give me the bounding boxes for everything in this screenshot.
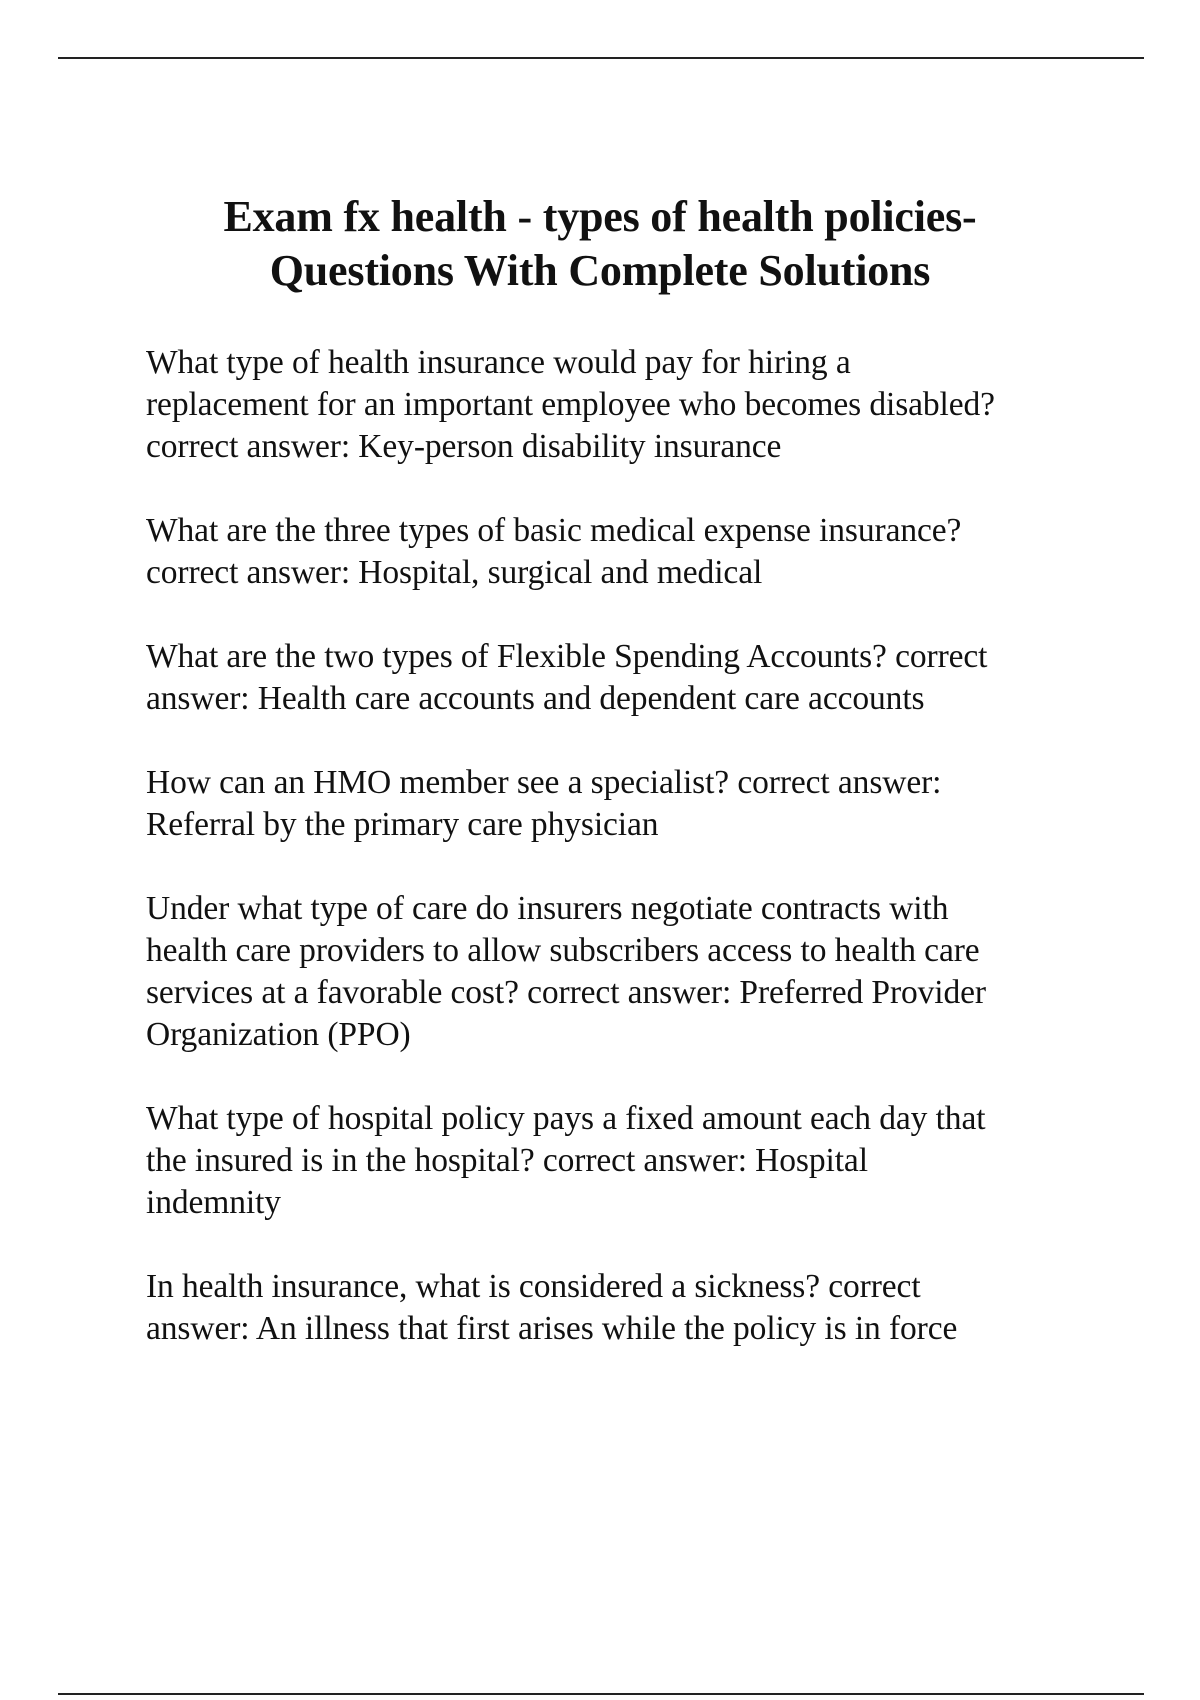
top-divider — [58, 57, 1144, 59]
title-line: Exam fx health - types of health policies- — [223, 192, 977, 241]
qa-list — [146, 342, 1146, 1392]
title-line: Questions With Complete Solutions — [269, 246, 931, 295]
qa-line: services at a favorable cost? correct answer: Preferred Provider — [146, 974, 986, 1011]
qa-line: the insured is in the hospital? correct answer: Hospital — [146, 1142, 868, 1179]
qa-line: In health insurance, what is considered a sickness? correct — [146, 1268, 921, 1305]
qa-line: Under what type of care do insurers negotiate contracts with — [146, 890, 949, 927]
qa-line: correct answer: Hospital, surgical and medical — [146, 554, 763, 591]
qa-line: indemnity — [146, 1184, 281, 1221]
qa-item — [146, 1266, 1146, 1350]
qa-line: replacement for an important employee who becomes disabled? — [146, 386, 995, 423]
qa-line: What type of health insurance would pay for hiring a — [146, 344, 851, 381]
qa-item — [146, 342, 1146, 468]
qa-line: Organization (PPO) — [146, 1016, 411, 1053]
qa-line: What are the three types of basic medical expense insurance? — [146, 512, 962, 549]
qa-line: How can an HMO member see a specialist? correct answer: — [146, 764, 942, 801]
qa-line: health care providers to allow subscribers access to health care — [146, 932, 980, 969]
qa-item — [146, 762, 1146, 846]
document-title — [100, 190, 1100, 298]
qa-line: answer: Health care accounts and dependent care accounts — [146, 680, 925, 717]
qa-item — [146, 636, 1146, 720]
qa-item — [146, 510, 1146, 594]
qa-line: What type of hospital policy pays a fixed amount each day that — [146, 1100, 986, 1137]
bottom-divider — [58, 1693, 1144, 1695]
qa-line: answer: An illness that first arises while the policy is in force — [146, 1310, 958, 1347]
qa-item — [146, 1098, 1146, 1224]
qa-item — [146, 888, 1146, 1056]
qa-line: Referral by the primary care physician — [146, 806, 659, 843]
qa-line: correct answer: Key-person disability insurance — [146, 428, 782, 465]
qa-line: What are the two types of Flexible Spending Accounts? correct — [146, 638, 988, 675]
